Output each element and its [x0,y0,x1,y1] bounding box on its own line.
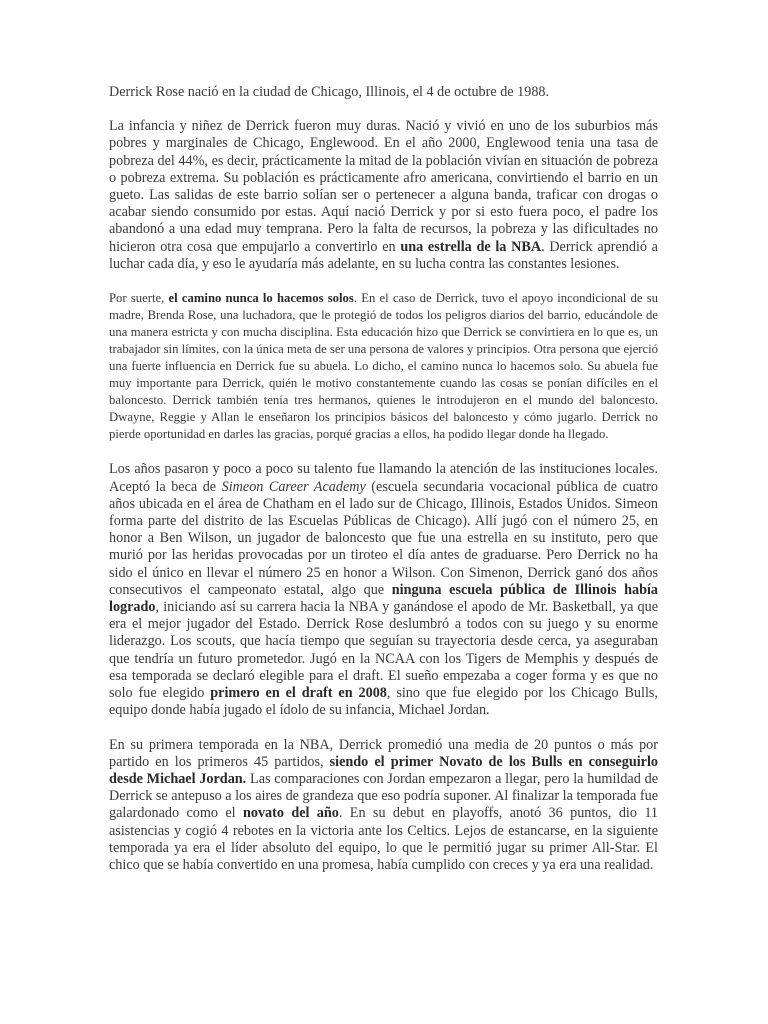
text-run: Las comparaciones con Jordan empezaron a llegar, pero la humildad de Derrick se antepuso a los aires de grandeza que eso podría suponer. Al finalizar la temporada fue galardonado como el [109,770,659,822]
paragraph-nba [109,737,658,875]
text-run: En su primera temporada en la NBA, Derrick promedió una media de 20 puntos o más por partido en los primeros 45 partidos, [109,736,658,770]
bold-phrase: siendo el primer Novato de los Bulls en conseguirlo desde Michael Jordan. [109,753,658,787]
bold-phrase: novato del año [242,805,339,822]
text-run: . En el caso de Derrick, tuvo el apoyo incondicional de su madre, Brenda Rose, una luchadora, que le protegió de todos los peligros diarios del barrio, educándole de una manera estricta y con mucha disciplina. Esta educación hizo que Derrick se convirtiera en lo que es, un trabajador sin límites, con la única meta de ser una persona de valores y principios. Otra persona que ejerció una fuerte influencia en Derrick fue su abuela. Lo dicho, el camino nunca lo hacemos solo. Su abuela fue muy importante para Derrick, quién le motivo constantemente cuando las cosas se ponían difíciles en el baloncesto. Derrick también tenía tres hermanos, quienes le introdujeron en el mundo del baloncesto. Dwayne, Reggie y Allan le enseñaron los principios básicos del baloncesto y cómo jugarlo. Derrick no pierde oportunidad en darles las gracias, porqué gracias a ellos, ha podido llegar donde ha llegado. [109,291,659,442]
document-page [109,84,658,891]
bold-phrase: primero en el draft en 2008 [210,685,387,702]
text-run: La infancia y niñez de Derrick fueron muy duras. Nació y vivió en uno de los suburbios más pobres y marginales de Chicago, Englewood. En el año 2000, Englewood tenia una tasa de pobreza del 44%, es decir, prácticamente la mitad de la población vivían en situación de pobreza o pobreza extrema. Su población es prácticamente afro americana, convirtiendo el barrio en un gueto. Las salidas de este barrio solían ser o pertenecer a alguna banda, traficar con drogas o acabar siendo consumido por estas. Aquí nació Derrick y por si esto fuera poco, el padre los abandonó a una edad muy temprana. Pero la falta de recursos, la pobreza y las dificultades no hicieron otra cosa que empujarlo a convertirlo en [109,118,658,255]
bold-phrase: el camino nunca lo hacemos solos [168,291,354,306]
paragraph-career [109,461,658,719]
text-run: . Derrick aprendió a luchar cada día, y eso le ayudaría más adelante, en su lucha contra las constantes lesiones. [109,238,658,272]
text-run: , sino que fue elegido por los Chicago Bulls, equipo donde había jugado el ídolo de su infancia, Michael Jordan. [109,685,658,719]
text-run: , iniciando así su carrera hacia la NBA y ganándose el apodo de Mr. Basketball, ya que era el mejor jugador del Estado. Derrick Rose deslumbró a todos con su juego y su enorme liderazgo. Los scouts, que hacía tiempo que seguían su trayectoria desde cerca, ya aseguraban que tendría un futuro prometedor. Jugó en la NCAA con los Tigers de Memphis y después de esa temporada se declaró elegible para el draft. El sueño empezaba a coger forma y es que no solo fue elegido [109,599,658,702]
text-run: Derrick Rose nació en la ciudad de Chicago, Illinois, el 4 de octubre de 1988. [109,84,550,100]
bold-phrase: una estrella de la NBA [400,238,542,255]
bold-phrase: ninguna escuela pública de Illinois había logrado [109,581,658,616]
text-run: (escuela secundaria vocacional pública de cuatro años ubicada en el área de Chatham en el lado sur de Chicago, Illinois, Estados Unidos. Simeon forma parte del distrito de las Escuelas Públicas de Chicago). Allí jugó con el número 25, en honor a Ben Wilson, un jugador de baloncesto que fue una estrella en su instituto, pero que murió por las heridas provocadas por un tiroteo el día antes de graduarse. Pero Derrick no ha sido el único en llevar el número 25 en honor a Wilson. Con Simenon, Derrick ganó dos años consecutivos el campeonato estatal, algo que [109,478,658,598]
italic-phrase: Simeon Career Academy [221,478,366,495]
text-run: Por suerte, [109,291,169,306]
text-run: . En su debut en playoffs, anotó 36 puntos, dio 11 asistencias y cogió 4 rebotes en la victoria ante los Celtics. Lejos de estancarse, en la siguiente temporada ya era el líder absoluto del equipo, lo que le permitió jugar su primer All-Star. El chico que se había convertido en una promesa, había cumplido con creces y ya era una realidad. [109,805,658,873]
paragraph-support [109,290,658,443]
paragraph-childhood [109,118,658,273]
text-run: Los años pasaron y poco a poco su talento fue llamando la atención de las instituciones locales. Aceptó la beca de [109,461,658,495]
paragraph-birth [109,84,658,101]
